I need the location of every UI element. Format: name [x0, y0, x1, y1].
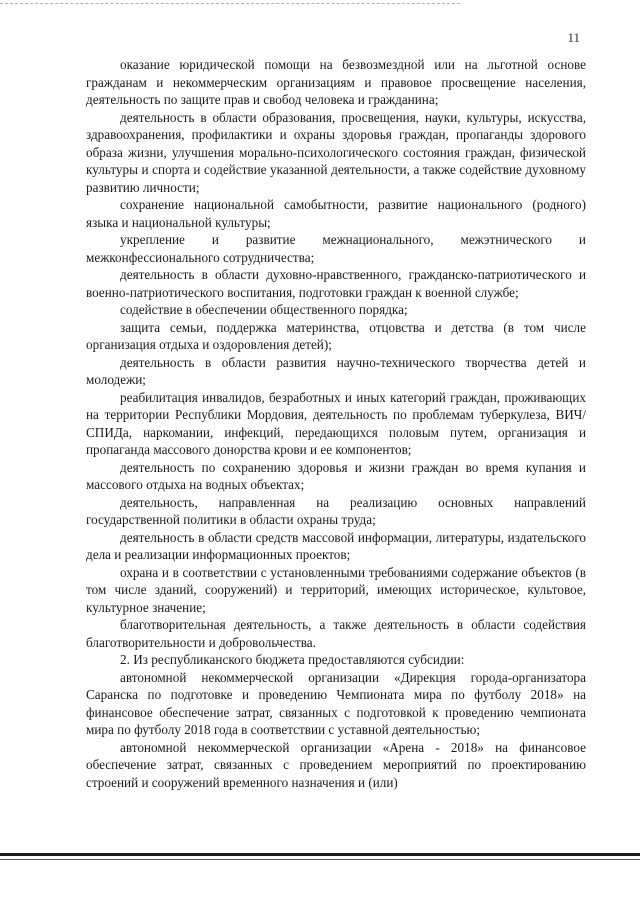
paragraph-charity: благотворительная деятельность, а также деятельность в области содействия благотворительности и добровольчества. [86, 617, 586, 650]
paragraph-arena-2018: автономной некоммерческой организации «Арена - 2018» на финансовое обеспечение затрат, связанных с проведением мероприятий по проектированию строений и сооружений временного назначения и (или) [86, 739, 586, 790]
page-number: 11 [567, 30, 580, 45]
paragraph-saransk-directorate: автономной некоммерческой организации «Дирекция города-организатора Саранска по подготовке и проведению Чемпионата мира по футболу 2018» на финансовое обеспечение затрат, связанных с подготовкой к проведению чемпионата мира по футболу 2018 года в соответствии с уставной деятельностью; [86, 669, 586, 737]
paragraph-water-safety: деятельность по сохранению здоровья и жизни граждан во время купания и массового отдыха на водных объектах; [86, 459, 586, 492]
footer-rule-thin [0, 859, 640, 860]
paragraph-heritage-protection: охрана и в соответствии с установленными требованиями содержание объектов (в том числе зданий, сооружений) и территорий, имеющих историческое, культовое, культурное значение; [86, 564, 586, 615]
paragraph-interethnic-cooperation: укрепление и развитие межнационального, межэтнического и межконфессионального сотрудничества; [86, 232, 586, 265]
paragraph-mass-media: деятельность в области средств массовой информации, литературы, издательского дела и реализации информационных проектов; [86, 529, 586, 562]
paragraph-public-order: содействие в обеспечении общественного порядка; [120, 302, 408, 317]
paragraph-national-identity: сохранение национальной самобытности, развитие национального (родного) языка и национальной культуры; [86, 197, 586, 230]
paragraph-youth-technical-creativity: деятельность в области развития научно-технического творчества детей и молодежи; [86, 354, 586, 387]
footer-rule-thick [0, 853, 640, 856]
paragraph-labor-protection: деятельность, направленная на реализацию основных направлений государственной политики в области охраны труда; [86, 494, 586, 527]
paragraph-rehabilitation: реабилитация инвалидов, безработных и иных категорий граждан, проживающих на территории Республики Мордовия, деятельность по проблемам туберкулеза, ВИЧ/СПИДа, наркомании, инфекций, передающихся половым путем, организация и пропаганда массового донорства крови и ее компонентов; [86, 389, 586, 457]
paragraph-education-health: деятельность в области образования, просвещения, науки, культуры, искусства, здравоохранения, профилактики и охраны здоровья граждан, пропаганды здорового образа жизни, улучшения морально-психологического состояния граждан, физической культуры и спорта и содействие указанной деятельности, а также содействие духовному развитию личности; [86, 109, 586, 195]
paragraph-section-2-heading: 2. Из республиканского бюджета предоставляются субсидии: [120, 652, 465, 667]
paragraph-patriotic-education: деятельность в области духовно-нравственного, гражданско-патриотического и военно-патриотического воспитания, подготовки граждан к военной службе; [86, 267, 586, 300]
scan-edge-line [0, 3, 460, 4]
paragraph-legal-aid: оказание юридической помощи на безвозмездной или на льготной основе гражданам и некоммерческим организациям и правовое просвещение населения, деятельность по защите прав и свобод человека и гражданина; [86, 57, 586, 107]
document-body [86, 56, 586, 791]
paragraph-family-support: защита семьи, поддержка материнства, отцовства и детства (в том числе организация отдыха и оздоровления детей); [86, 319, 586, 352]
